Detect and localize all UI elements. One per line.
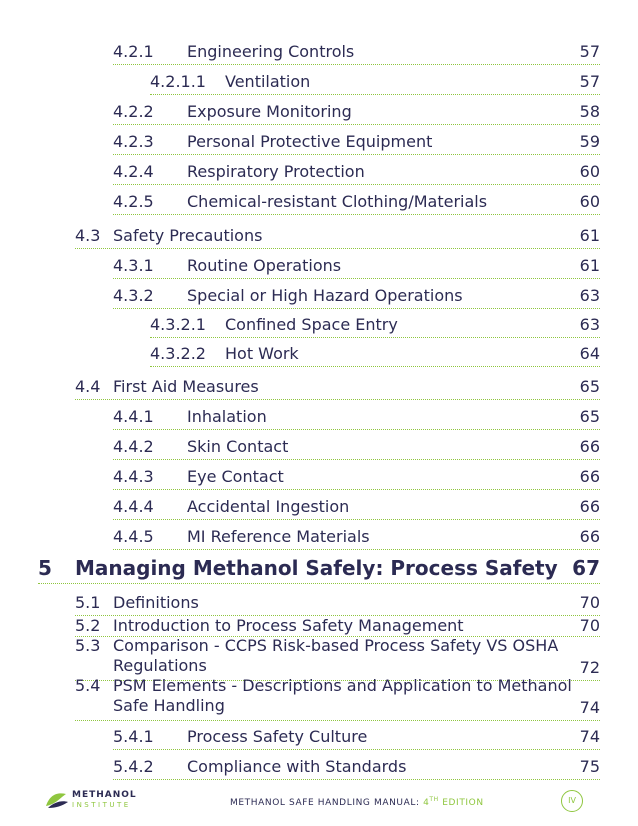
toc-title: Engineering Controls — [187, 42, 355, 61]
toc-entry[interactable] — [113, 192, 600, 215]
toc-page: 63 — [579, 286, 600, 305]
toc-title: Routine Operations — [187, 256, 342, 275]
toc-page: 65 — [579, 377, 600, 396]
toc-title: First Aid Measures — [113, 377, 259, 396]
toc-title: Hot Work — [225, 344, 299, 363]
toc-number: 4.2.1.1 — [150, 72, 206, 91]
toc-number: 4.3.2.1 — [150, 315, 206, 334]
toc-page: 65 — [579, 407, 600, 426]
toc-number: 4.2.1 — [113, 42, 154, 61]
manual-title: METHANOL SAFE HANDLING MANUAL: — [230, 798, 420, 808]
toc-title: Definitions — [113, 593, 199, 612]
toc-page: 67 — [572, 556, 600, 580]
toc-entry[interactable] — [150, 315, 600, 338]
toc-number: 5.4.2 — [113, 757, 154, 776]
toc-entry[interactable] — [75, 593, 600, 616]
toc-number: 4.4.5 — [113, 527, 154, 546]
toc-entry[interactable] — [113, 132, 600, 155]
toc-page: 64 — [579, 344, 600, 363]
toc-entry[interactable] — [113, 286, 600, 309]
toc-page: 72 — [579, 658, 600, 677]
toc-entry[interactable] — [75, 616, 600, 637]
edition-label — [423, 798, 484, 808]
toc-title: Skin Contact — [187, 437, 289, 456]
toc-entry[interactable] — [150, 72, 600, 95]
toc-entry[interactable] — [113, 757, 600, 780]
toc-number: 4.2.5 — [113, 192, 154, 211]
toc-title: Inhalation — [187, 407, 267, 426]
toc-number: 4.3 — [75, 226, 101, 245]
toc-number: 5.4 — [75, 676, 101, 695]
toc-entry[interactable] — [113, 527, 600, 550]
toc-page: 57 — [579, 72, 600, 91]
toc-chapter-entry[interactable] — [38, 555, 600, 584]
toc-page: 61 — [579, 226, 600, 245]
toc-entry[interactable] — [113, 497, 600, 520]
toc-page: 70 — [579, 593, 600, 612]
toc-title: Personal Protective Equipment — [187, 132, 433, 151]
toc-title: Chemical-resistant Clothing/Materials — [187, 192, 488, 211]
toc-title: Exposure Monitoring — [187, 102, 352, 121]
toc-number: 4.3.2.2 — [150, 344, 206, 363]
toc-entry[interactable] — [113, 42, 600, 65]
toc-number: 4.2.3 — [113, 132, 154, 151]
toc-page: 60 — [579, 192, 600, 211]
toc-page: 63 — [579, 315, 600, 334]
toc-title: MI Reference Materials — [187, 527, 370, 546]
toc-entry[interactable] — [75, 377, 600, 400]
toc-number: 4.3.2 — [113, 286, 154, 305]
toc-entry[interactable] — [113, 102, 600, 125]
toc-page: 66 — [579, 437, 600, 456]
toc-number: 4.4.3 — [113, 467, 154, 486]
toc-entry[interactable] — [75, 676, 600, 721]
toc-entry[interactable] — [113, 437, 600, 460]
toc-title: Special or High Hazard Operations — [187, 286, 463, 305]
edition-suffix: TH — [429, 796, 439, 803]
toc-page: 58 — [579, 102, 600, 121]
toc-page: 66 — [579, 467, 600, 486]
toc-entry[interactable] — [75, 226, 600, 249]
logo-line-1: METHANOL — [72, 790, 137, 800]
toc-number: 5.3 — [75, 636, 101, 655]
toc-page: 66 — [579, 527, 600, 546]
page-number-badge: IV — [561, 790, 583, 812]
toc-entry[interactable] — [113, 727, 600, 750]
toc-number: 4.4.1 — [113, 407, 154, 426]
edition-word: EDITION — [438, 798, 484, 808]
toc-number: 5.4.1 — [113, 727, 154, 746]
toc-page: 74 — [579, 727, 600, 746]
edition-number: 4 — [423, 798, 430, 808]
toc-number: 5 — [38, 556, 52, 580]
toc-title: Compliance with Standards — [187, 757, 407, 776]
toc-page: 75 — [579, 757, 600, 776]
toc-title: Process Safety Culture — [187, 727, 368, 746]
toc-page: 60 — [579, 162, 600, 181]
toc-entry[interactable] — [150, 344, 600, 367]
toc-page: 66 — [579, 497, 600, 516]
toc-entry[interactable] — [113, 162, 600, 185]
toc-number: 4.2.4 — [113, 162, 154, 181]
toc-title: Confined Space Entry — [225, 315, 398, 334]
toc-title: Eye Contact — [187, 467, 284, 486]
toc-title: Introduction to Process Safety Management — [113, 616, 464, 635]
toc-title: Respiratory Protection — [187, 162, 365, 181]
toc-number: 4.4.2 — [113, 437, 154, 456]
toc-title: Safety Precautions — [113, 226, 263, 245]
toc-number: 5.1 — [75, 593, 101, 612]
toc-page: 74 — [579, 698, 600, 717]
toc-entry[interactable] — [113, 467, 600, 490]
toc-page: 61 — [579, 256, 600, 275]
toc-number: 4.4 — [75, 377, 101, 396]
toc-number: 4.3.1 — [113, 256, 154, 275]
logo-line-2: INSTITUTE — [72, 801, 131, 809]
toc-title: PSM Elements - Descriptions and Application to Methanol Safe Handling — [113, 676, 572, 715]
toc-page: 70 — [579, 616, 600, 635]
toc-page: 57 — [579, 42, 600, 61]
toc-title: Ventilation — [225, 72, 311, 91]
toc-title: Accidental Ingestion — [187, 497, 350, 516]
toc-entry[interactable] — [75, 636, 600, 681]
toc-title: Managing Methanol Safely: Process Safety — [75, 556, 558, 580]
toc-number: 5.2 — [75, 616, 101, 635]
footer-title — [230, 796, 484, 808]
toc-entry[interactable] — [113, 256, 600, 279]
toc-number: 4.4.4 — [113, 497, 154, 516]
toc-page: 59 — [579, 132, 600, 151]
toc-title: Comparison - CCPS Risk-based Process Safety VS OSHA Regulations — [113, 636, 559, 675]
toc-entry[interactable] — [113, 407, 600, 430]
toc-number: 4.2.2 — [113, 102, 154, 121]
